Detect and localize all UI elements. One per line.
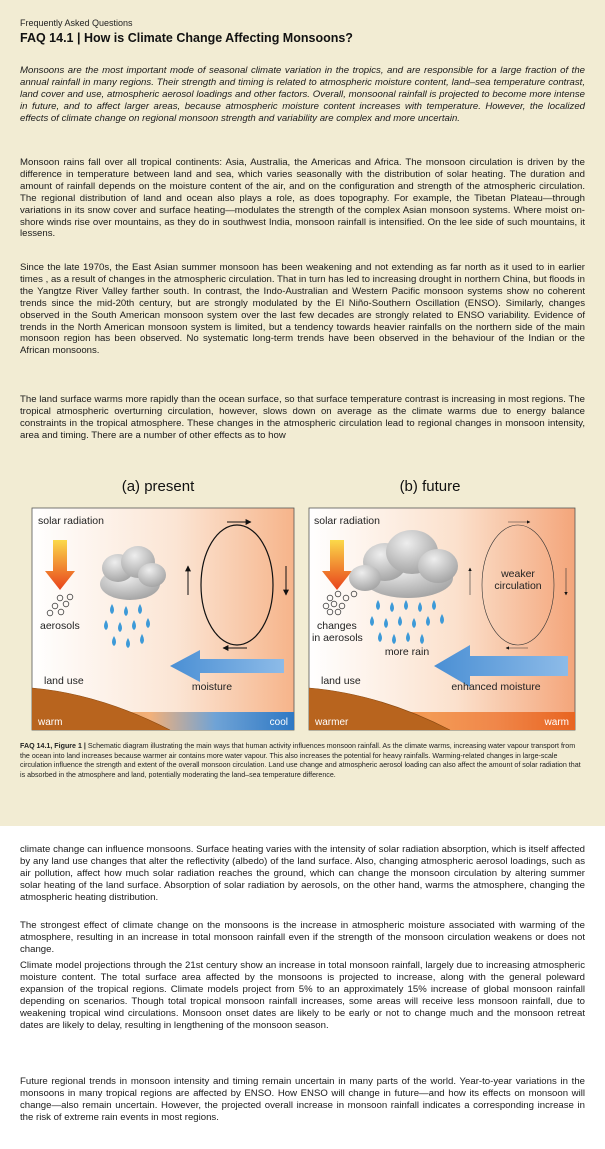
panel-a-title: (a) present: [121, 478, 195, 495]
moisture-label-a: moisture: [191, 681, 233, 693]
moisture-label-b: enhanced moisture: [451, 681, 541, 693]
warm-label-b: warm: [544, 717, 569, 728]
body-paragraph-5: The strongest effect of climate change on the monsoons is the increase in atmospheric moisture associated with warming of the atmosphere, resulting in an increase in total monsoon rainfall even if the strength of the monsoon circulation weakens or does not change.: [20, 920, 585, 955]
panel-b: [309, 508, 575, 730]
body-paragraph-1: Monsoon rains fall over all tropical continents: Asia, Australia, the Americas and Africa. The monsoon circulation is driven by the difference in temperature between land and sea, which varies seasonally with the distribution of solar heating. The duration and amount of rainfall depends on the moisture content of the air, and on the configuration and strength of the atmospheric circulation. The regional distribution of land and ocean also plays a role, as does topography. For example, the Tibetan Plateau—through variations in its snow cover and surface heating—modulates the strength of the complex Asian monsoon systems. Where moist on-shore winds rise over mountains, as they do in southwest India, monsoon rainfall is intensified. On the lee side of such mountains, it lessens.: [20, 157, 585, 240]
intro-paragraph: Monsoons are the most important mode of seasonal climate variation in the tropics, and are responsible for a large fraction of the annual rainfall in many regions. Their strength and timing is related to atmospheric moisture content, land–sea temperature contrast, land cover and use, atmospheric aerosol loadings and other factors. Overall, monsoonal rainfall is projected to become more intense in future, and to affect larger areas, because atmospheric moisture content increases with temperature. However, the localized effects of climate change on regional monsoon strength and variability are complex and more uncertain.: [20, 65, 585, 124]
warmer-label-b: warmer: [315, 717, 349, 728]
body-paragraph-2: Since the late 1970s, the East Asian summer monsoon has been weakening and not extending as far north as it used to in earlier times , as a result of changes in the atmospheric circulation. That in turn has led to increasing drought in northern China, but floods in the Yangtze River Valley farther south. In contrast, the Indo-Australian and Western Pacific monsoon systems show no coherent trends since the mid-20th century, but are strongly modulated by the El Niño-Southern Oscillation (ENSO). Similarly, changes observed in the South American monsoon system over the last few decades are strongly related to ENSO variability. Evidence of trends in the North American monsoon system is limited, but a tendency towards heavier rainfalls on the northern side of the main monsoon region has been observed. No systematic long-term trends have been observed in the behaviour of the Indian or the African monsoons.: [20, 262, 585, 357]
body-paragraph-7: Future regional trends in monsoon intensity and timing remain uncertain in many parts of the world. Year-to-year variations in the monsoons in many tropical regions are affected by ENSO. How ENSO will change in future—and how its effects on monsoon will change—also remain uncertain. However, the projected overall increase in monsoon rainfall indicates a corresponding increase in the risk of extreme rain events in most regions.: [20, 1076, 585, 1123]
figure-caption-label: FAQ 14.1, Figure 1 |: [20, 742, 86, 750]
body-paragraph-3: The land surface warms more rapidly than the ocean surface, so that surface temperature contrast is increasing in most regions. The tropical atmospheric overturning circulation, however, slows down on average as the climate warms due to energy balance constraints in the tropical atmosphere. These changes in the atmospheric circulation lead to regional changes in monsoon intensity, area and timing. There are a number of other effects as to how: [20, 394, 585, 441]
body-paragraph-6: Climate model projections through the 21st century show an increase in total monsoon rainfall, largely due to increasing atmospheric moisture content. The total surface area affected by the monsoons is projected to increase, along with the general poleward expansion of the tropical regions. Climate models project from 5% to an approximately 15% increase of global monsoon rainfall depending on scenarios. Though total tropical monsoon rainfall increases, some areas will receive less monsoon rainfall, due to weakening tropical wind circulations. Monsoon onset dates are likely to be early or not to change much and the monsoon retreat dates are likely to delay, resulting in lengthening of the monsoon season.: [20, 960, 585, 1031]
faq-box-top: [0, 0, 605, 448]
panel-a: [32, 508, 294, 730]
aerosols-label-b2: in aerosols: [312, 632, 363, 644]
more-rain-label: more rain: [384, 646, 430, 658]
body-paragraph-4: climate change can influence monsoons. Surface heating varies with the intensity of solar radiation absorption, which is itself affected by any land use changes that alter the reflectivity (albedo) of the land surface. Also, changing atmospheric aerosol loadings, such as air pollution, affect how much solar radiation reaches the ground, which can change the monsoon circulation by altering summer solar heating of the land surface. Absorption of solar radiation by aerosols, on the other hand, warms the atmosphere, changing the atmospheric heating distribution.: [20, 844, 585, 903]
figure-caption-text: Schematic diagram illustrating the main ways that human activity influences monsoon rainfall. As the climate warms, increasing water vapour transport from the ocean into land increases because warmer air contains more water vapour. This also increases the potential for heavy rainfalls. Warming-related changes in large-scale circulation influence the strength and extent of the overall monsoon circulation. Land use change and atmospheric aerosol loading can also affect the amount of solar radiation that is absorbed in the atmosphere and land, potentially moderating the land–sea temperature difference.: [20, 742, 581, 779]
figure-caption: [20, 742, 585, 780]
figure-area: [0, 448, 605, 826]
land-use-label-a: land use: [44, 675, 84, 687]
cool-label-a: cool: [269, 717, 288, 728]
faq-box-bottom: [0, 826, 605, 1149]
aerosols-label-b1: changes: [317, 620, 357, 632]
faq-title: FAQ 14.1 | How is Climate Change Affecting Monsoons?: [20, 31, 353, 45]
panel-b-title: (b) future: [399, 478, 461, 495]
solar-label-b: solar radiation: [314, 515, 380, 527]
weaker-label-2: circulation: [494, 580, 542, 592]
land-use-label-b: land use: [321, 675, 361, 687]
weaker-label-1: weaker: [501, 568, 535, 580]
aerosols-label-a: aerosols: [40, 620, 80, 632]
faq-kicker: Frequently Asked Questions: [20, 18, 133, 28]
warm-label-a: warm: [38, 717, 63, 728]
solar-label-a: solar radiation: [38, 515, 104, 527]
